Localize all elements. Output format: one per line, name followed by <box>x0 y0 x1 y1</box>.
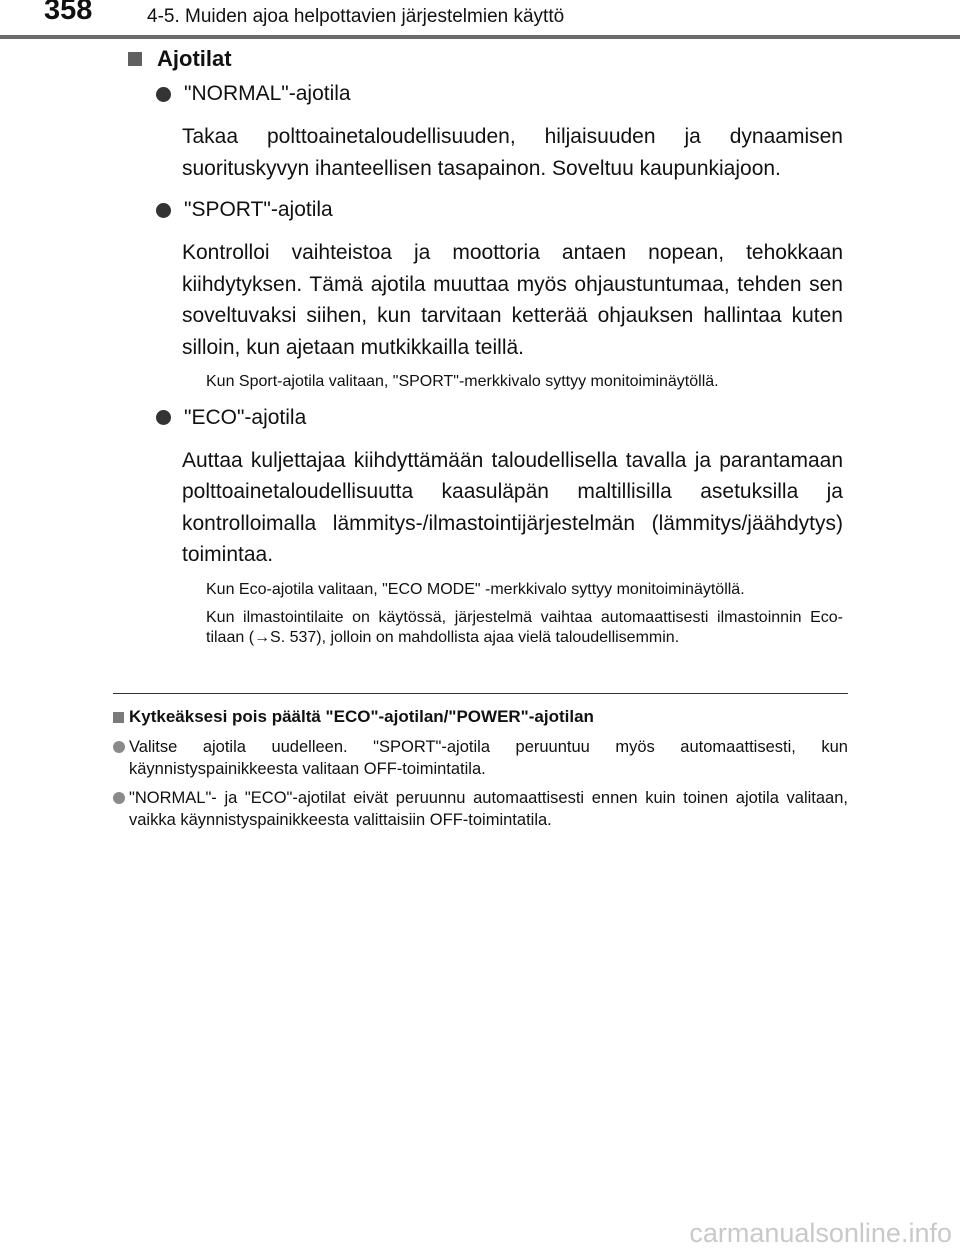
square-bullet-icon <box>113 712 124 723</box>
round-bullet-icon <box>156 410 171 425</box>
square-bullet-icon <box>128 52 142 66</box>
mode-eco <box>128 398 843 654</box>
mode-name: "ECO"-ajotila <box>184 405 307 429</box>
section-heading-text: Ajotilat <box>157 46 232 71</box>
list-item-text: "NORMAL"- ja "ECO"-ajotilat eivät peruunnu automaattisesti ennen kuin toinen ajotila valitaan, vaikka käynnistyspainikkeesta valittaisiin OFF-toimintatila. <box>129 789 848 829</box>
round-bullet-icon <box>156 87 171 102</box>
section-title: 4-5. Muiden ajoa helpottavien järjestelmien käyttö <box>147 6 565 27</box>
section-divider <box>113 693 848 694</box>
mode-heading <box>156 190 843 230</box>
mode-name: "NORMAL"-ajotila <box>184 82 351 105</box>
mode-heading <box>156 74 843 114</box>
mode-description: Auttaa kuljettajaa kiihdyttämään taloudellisella tavalla ja parantamaan polttoainetaloudellisuutta kaasuläpän maltillisilla asetuksilla ja kontrolloimalla lämmitys-/ilmastointijärjestelmän (lämmitys/jäähdytys) toimintaa. <box>182 448 843 566</box>
switch-off-heading <box>113 705 848 729</box>
mode-description: Takaa polttoainetaloudellisuuden, hiljaisuuden ja dynaamisen suorituskyvyn ihanteellisen tasapainon. Soveltuu kaupunkiajoon. <box>182 125 843 180</box>
round-bullet-icon <box>113 792 125 804</box>
watermark: carmanualsonline.info <box>689 1218 952 1248</box>
mode-name: "SPORT"-ajotila <box>184 198 333 221</box>
list-item-text: Valitse ajotila uudelleen. "SPORT"-ajotila peruuntuu myös automaattisesti, kun käynnistyspainikkeesta valitaan OFF-toimintatila. <box>129 738 848 778</box>
round-bullet-icon <box>113 741 125 753</box>
main-content <box>128 44 843 653</box>
header-rule <box>0 35 960 39</box>
section-heading <box>128 44 843 74</box>
page-header <box>0 0 960 40</box>
switch-off-section <box>113 705 848 831</box>
list-item <box>113 736 848 780</box>
mode-note: Kun ilmastointilaite on käytössä, järjestelmä vaihtaa automaattisesti ilmastoinnin Eco-tilaan (→S. 537), jolloin on mahdollista ajaa vielä taloudellisemmin. <box>206 609 843 646</box>
switch-off-title: Kytkeäksesi pois päältä "ECO"-ajotilan/"POWER"-ajotilan <box>129 707 594 726</box>
mode-note: Kun Sport-ajotila valitaan, "SPORT"-merkkivalo syttyy monitoiminäytöllä. <box>206 373 719 390</box>
mode-note: Kun Eco-ajotila valitaan, "ECO MODE" -merkkivalo syttyy monitoiminäytöllä. <box>206 580 745 598</box>
list-item <box>113 787 848 831</box>
mode-normal <box>128 74 843 190</box>
mode-sport <box>128 190 843 398</box>
mode-heading <box>156 398 843 438</box>
mode-description: Kontrolloi vaihteistoa ja moottoria antaen nopean, tehokkaan kiihdytyksen. Tämä ajotila muuttaa myös ohjaustuntumaa, tehden sen soveltuvaksi siihen, kun tarvitaan ketterää ohjauksen hallintaa kuten silloin, kun ajetaan mutkikkailla teillä. <box>182 241 843 359</box>
page-number: 358 <box>44 0 93 26</box>
round-bullet-icon <box>156 203 171 218</box>
